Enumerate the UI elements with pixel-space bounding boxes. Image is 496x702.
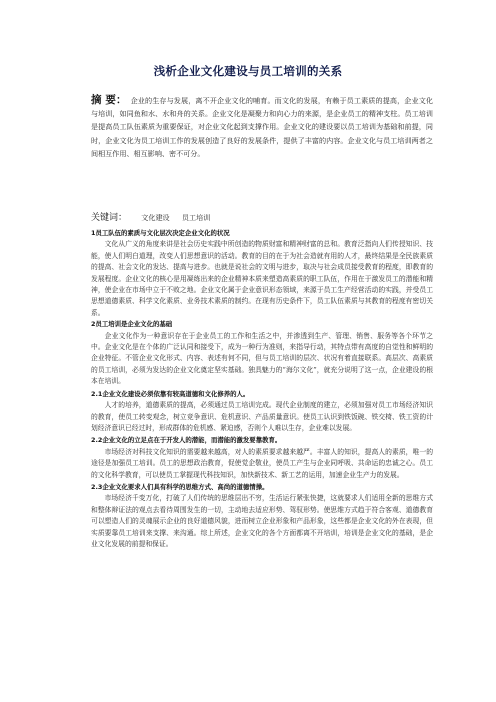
section-heading-2-2: 2.2企业文化的立足点在于开发人的潜能，而潜能的激发要靠教育。 — [91, 436, 282, 445]
keyword-item: 员工培训 — [181, 213, 211, 222]
abstract-label: 摘 要： — [91, 94, 127, 106]
document-body — [91, 228, 433, 550]
section-heading-2: 2员工培训是企业文化的基础 — [91, 320, 173, 329]
keywords — [91, 211, 433, 225]
keyword-item: 文化建设 — [141, 213, 170, 222]
section-paragraph-1: 文化从广义的角度来讲是社会历史实践中所创造的物质财富和精神财富的总和。教育泛指向人们传授知识、技能，使人们明白道理，改变人们思想意识的活动。教育的目的在于为社会造就有用的人才，最终结果是全民族素质的提高、社会文化的发达、提高与进步。也就是说社会的文明与进步，取决与社会成员接受教育的程度，即教育的发展程度。企业文化的核心是用凝练出来的企业精神本质来塑造高素质的职工队伍，作用在于激发员工的潜能和精神，使企业在市场中立于不败之地。企业文化属于企业意识形态领域，来源于员工生产经营活动的实践，并受员工思想道德素质、科学文化素质、业务技术素质的制约。在现有历史条件下，员工队伍素质与其教育的程度有密切关系。 — [91, 240, 433, 317]
section-paragraph-2: 企业文化作为一种意识存在于企业员工的工作和生活之中，并渗透到生产、管理、销售、服务等各个环节之中。企业文化是在个体的广泛认同和接受下，成为一种行为准则，来指导行动，其特点带有高度的自觉性和鲜明的企业特征。不管企业文化形式、内容、表述有何不同，但与员工培训的层次、状况有着直接联系。高层次、高素质的员工培训，必须为发达的企业文化奠定坚实基础。独具魅力的“海尔文化”，就充分说明了这一点，企业建设的根本在培训。 — [91, 331, 433, 386]
section-heading-1: 1员工队伍的素质与文化层次决定企业文化的状况 — [91, 229, 230, 237]
section-paragraph-2-1: 人才的培养，道德素质的提高，必须通过员工培训完成。现代企业制度的建立，必须加强对员工市场经济知识的教育，使员工转变观念，树立竞争意识、危机意识、产品质量意识。使员工认识到铁饭碗、铁交椅、铁工资的计划经济意识已经过时，形成群体的危机感、紧迫感，否则个人难以生存，企业难以发展。 — [91, 401, 433, 432]
keywords-label: 关键词： — [91, 213, 128, 223]
section-paragraph-2-2: 市场经济对科技文化知识的需要越来越高，对人的素质要求越来越严。丰富人的知识，提高人的素质，唯一的途径是加强员工培训。员工的思想政治教育，促使觉企敬业，使员工产生与企业同呼吸、共命运的忠诚之心。员工的文化科学教育，可以使员工掌握现代科技知识，加快新技术、新工艺的运用，加速企业生产力的发展。 — [91, 447, 433, 479]
section-heading-2-3: 2.3企业文化要求人们具有科学的思维方式、高尚的道德情操。 — [91, 482, 269, 491]
section-paragraph-2-3: 市场经济千变万化，打破了人们传统的思维层出不穷，生活运行紧张快捷，这就要求人们适用全新的思维方式和整体辩证法的观点去看待周围发生的一切，主动地去适应形势、驾驭形势。使思维方式趋于符合客观、道德教育可以塑造人们的灵魂展示企业的良好道德风貌，进而树立企业形象和产品形象，这些都是企业文化的外在表现，但实质要靠员工培训来支撑、来沟通。综上所述，企业文化的各个方面都离不开培训，培训是企业文化的基础，是企业文化发展的前提和保证。 — [91, 494, 433, 548]
section-heading-2-1: 2.1企业文化建设必须依靠有较高道德和文化修养的人。 — [91, 389, 250, 398]
page-title: 浅析企业文化建设与员工培训的关系 — [153, 64, 343, 78]
abstract — [91, 94, 433, 160]
abstract-text: 企业的生存与发展，离不开企业文化的哺育。而文化的发展，有赖于员工素质的提高，企业文化与培训，如同鱼和水、水和舟的关系。企业文化是凝聚力和向心力的来源，是企业员工的精神支柱。员工培训是提高员工队伍素质为重要保证，对企业文化起到支撑作用。企业文化的建设要以员工培训为基础和前提，同时，企业文化为员工培训工作的发展创造了良好的发展条件，提供了丰富的内容。企业文化与员工培训两者之间相互作用、相互影响、密不可分。 — [91, 96, 433, 158]
